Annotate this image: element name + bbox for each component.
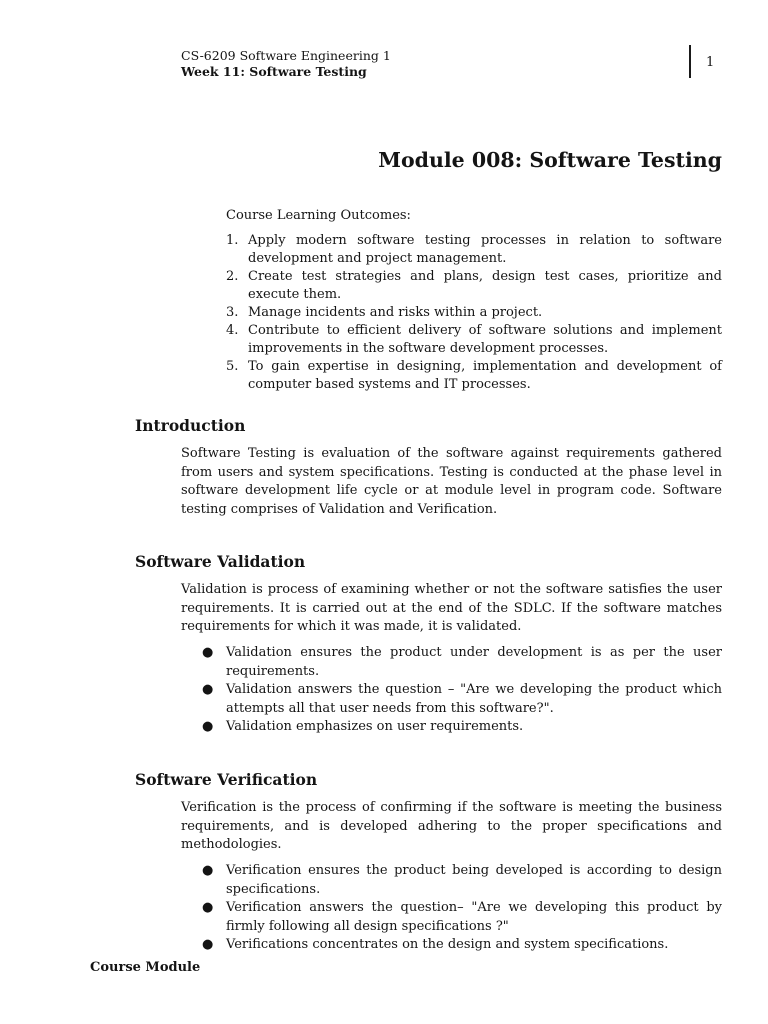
bullet-icon: ● [202, 937, 214, 952]
bullet-icon: ● [202, 900, 214, 915]
introduction-heading: Introduction [135, 416, 246, 435]
verification-heading: Software Verification [135, 770, 318, 789]
validation-bullets [200, 644, 722, 737]
header-week: Week 11: Software Testing [181, 64, 367, 79]
list-item: ● Validation answers the question – "Are we developing the product which attempts all that user needs from this software?". [202, 682, 722, 716]
list-item: ● Validation ensures the product under development is as per the user requirements. [202, 645, 722, 679]
validation-heading: Software Validation [135, 552, 306, 571]
list-item: 4. Contribute to efficient delivery of software solutions and implement improvements in the software development processes. [226, 323, 722, 356]
bullet-icon: ● [202, 645, 214, 660]
verification-bullets [200, 862, 722, 955]
header-course: CS-6209 Software Engineering 1 [181, 48, 391, 63]
learning-outcomes-list [226, 232, 722, 394]
list-item: 2. Create test strategies and plans, design test cases, prioritize and execute them. [226, 269, 722, 302]
page-number: 1 [706, 55, 715, 70]
bullet-icon: ● [202, 719, 214, 734]
list-item: 3. Manage incidents and risks within a project. [226, 305, 543, 320]
header-divider [689, 45, 691, 78]
learning-outcomes-label: Course Learning Outcomes: [226, 208, 411, 223]
list-item: ● Verification ensures the product being developed is according to design specifications. [202, 863, 722, 897]
validation-text: Validation is process of examining whether or not the software satisfies the user requirements. It is carried out at the end of the SDLC. If the software matches requirements for which it was made, it is validated. [181, 582, 722, 634]
module-title: Module 008: Software Testing [378, 148, 722, 172]
introduction-text: Software Testing is evaluation of the software against requirements gathered from users and system specifications. Testing is conducted at the phase level in software development life cycle or at module level in program code. Software testing comprises of Validation and Verification. [181, 446, 722, 517]
list-item: ● Verifications concentrates on the design and system specifications. [200, 936, 722, 955]
bullet-icon: ● [202, 682, 214, 697]
list-item: 1. Apply modern software testing processes in relation to software development and project management. [226, 233, 722, 266]
footer-label: Course Module [90, 960, 201, 975]
bullet-icon: ● [202, 863, 214, 878]
list-item: 5. To gain expertise in designing, implementation and development of computer based systems and IT processes. [226, 359, 722, 392]
verification-text: Verification is the process of confirming if the software is meeting the business requirements, and is developed adhering to the proper specifications and methodologies. [181, 800, 722, 852]
list-item: ● Verification answers the question– "Are we developing this product by firmly following all design specifications ?" [202, 900, 722, 934]
list-item: ● Validation emphasizes on user requirements. [200, 718, 722, 737]
